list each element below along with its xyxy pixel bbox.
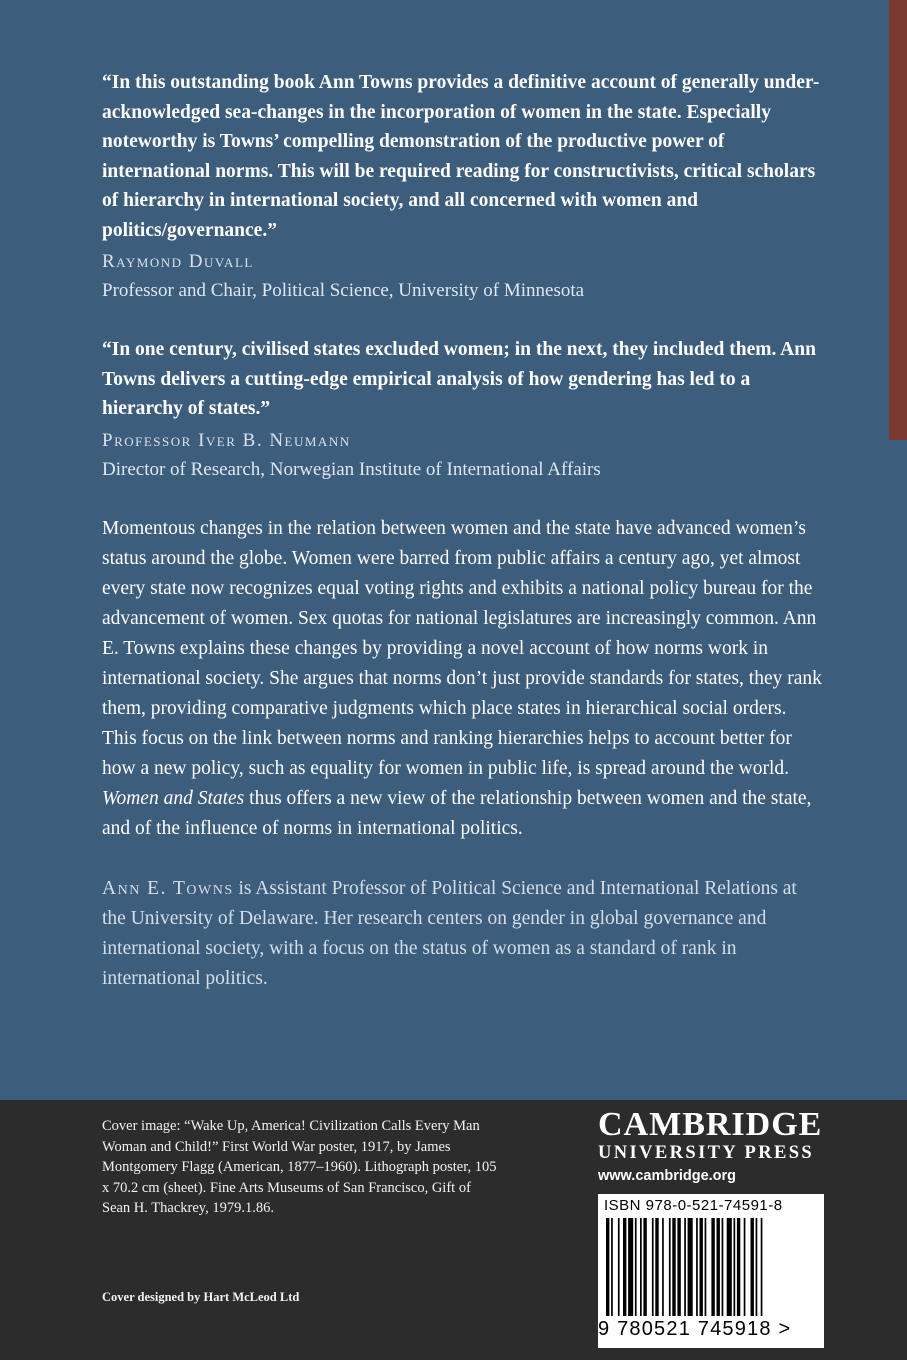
barcode-bar [669,1218,671,1316]
description-text: Momentous changes in the relation between women and the state have advanced women’s status around the globe. Women were barred from public affairs a century ago, yet almost every state now recognizes equal voting rights and exhibits a national policy bureau for the advancement of women. Sex quotas for national legislatures are increasingly common. Ann E. Towns explains these changes by providing a novel account of how norms work in international society. She argues that norms don’t just provide standards for states, they rank them, providing comparative judgments which place states in hierarchical social orders. This focus on the link between norms and ranking hierarchies helps to account better for how a new policy, such as equality for women in public life, is spread around the world. [102,517,822,779]
isbn-label: ISBN 978-0-521-74591-8 [604,1197,783,1214]
barcode-bar [756,1218,758,1316]
endorser-name: Raymond Duvall [102,251,254,272]
barcode-bar [652,1218,654,1316]
barcode-bar [606,1218,609,1316]
cover-designer-credit: Cover designed by Hart McLeod Ltd [102,1290,300,1304]
cover-image-credit: Cover image: “Wake Up, America! Civilization Calls Every Man Woman and Child!” First World War poster, 1917, by James Montgomery Flagg (American, 1877–1960). Lithograph poster, 105 x 70.2 cm (sheet). Fine Arts Museums of San Francisco, Gift of Sean H. Thackrey, 1979.1.86. [102,1118,497,1216]
barcode-bar [722,1218,724,1316]
back-cover-text [102,68,822,994]
barcode-bar [696,1218,698,1316]
barcode-bar [628,1218,633,1316]
barcode-bar [734,1218,736,1316]
barcode-bar [727,1218,732,1316]
barcode-bar [643,1218,646,1316]
barcode-bar [618,1218,620,1316]
description-text-end: thus offers a new view of the relationship between women and the state, and of the influence of norms in international politics. [102,787,812,839]
endorsement-quote: “In this outstanding book Ann Towns provides a definitive account of generally under-acknowledged sea-changes in the incorporation of women in the state. Especially noteworthy is Towns’ compelling demonstration of the productive power of international norms. This will be required reading for constructivists, critical scholars of hierarchy in international society, and all concerned with women and politics/governance.” [102,72,820,241]
footer-panel [0,1100,907,1360]
barcode-digits: 9 780521 745918 > [598,1318,792,1340]
barcode-bars [606,1218,816,1318]
author-name: Ann E. Towns [102,877,234,899]
barcode-bar [677,1218,680,1316]
barcode-bar [640,1218,642,1316]
publisher-name: CAMBRIDGE [598,1106,823,1143]
barcode-bar [717,1218,720,1316]
spine-accent-bar [889,0,907,440]
barcode-bar [635,1218,637,1316]
barcode-bar [737,1218,740,1316]
author-bio-text: is Assistant Professor of Political Science and International Relations at the University of Delaware. Her research centers on gender in global governance and international society, with a focus on the status of women as a standard of rank in international politics. [102,877,797,989]
barcode-bar [662,1218,664,1316]
publisher-subtitle: UNIVERSITY PRESS [598,1143,815,1163]
barcode-bar [744,1218,746,1316]
author-bio [102,874,822,994]
publisher-url: www.cambridge.org [598,1168,737,1184]
book-title: Women and States [102,787,245,809]
barcode-bar [705,1218,707,1316]
barcode-bar [751,1218,754,1316]
barcode-bar [672,1218,675,1316]
barcode-bar [700,1218,703,1316]
barcode-bar [684,1218,686,1316]
barcode-bar [711,1218,714,1316]
endorser-role: Professor and Chair, Political Science, University of Minnesota [102,280,585,301]
barcode-bar [761,1218,763,1316]
barcode-bar [655,1218,658,1316]
barcode-bar [611,1218,613,1316]
barcode-bar [623,1218,626,1316]
endorser-name: Professor Iver B. Neumann [102,429,351,451]
barcode [598,1194,824,1348]
publisher-logo [598,1108,828,1187]
endorser-role: Director of Research, Norwegian Institute of International Affairs [102,458,601,480]
endorsement-quote: “In one century, civilised states excluded women; in the next, they included them. Ann Towns delivers a cutting-edge empirical analysis of how gendering has led to a hierarchy of states.” [102,339,816,419]
book-description [102,514,822,844]
barcode-bar [688,1218,693,1316]
